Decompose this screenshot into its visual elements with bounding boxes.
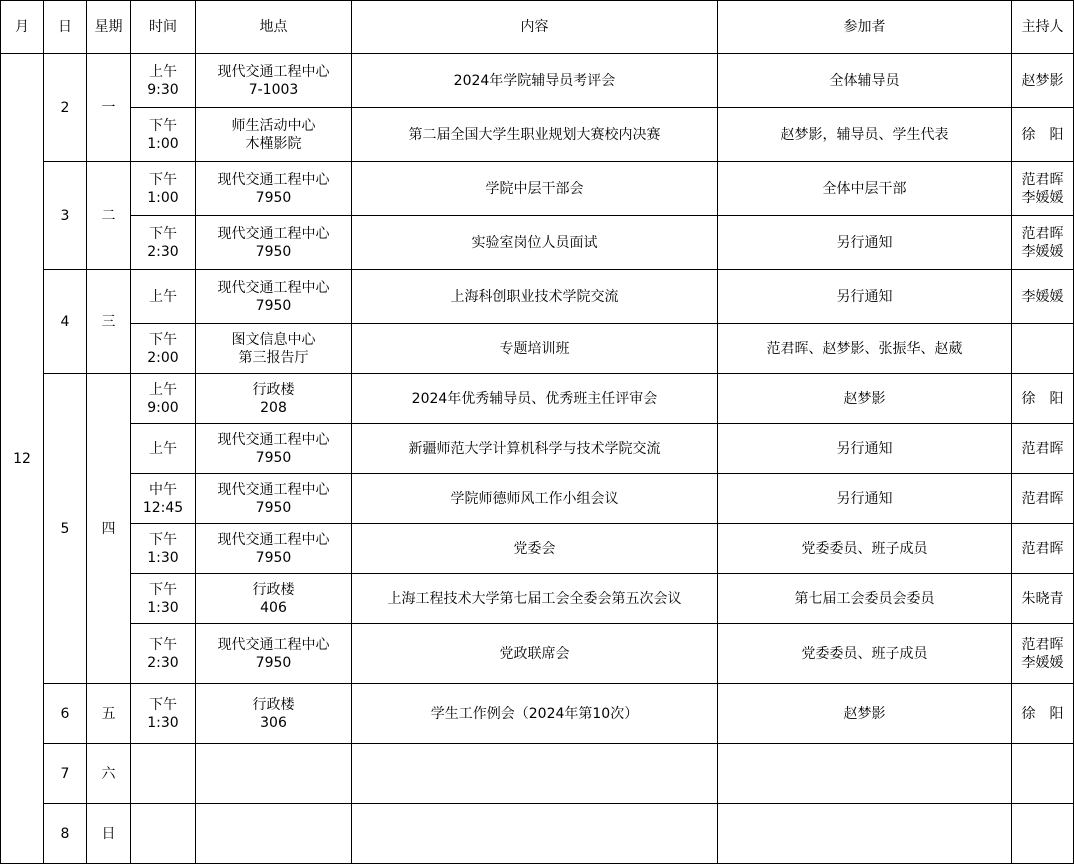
table-row	[1, 216, 1074, 270]
participants-cell: 赵梦影	[718, 684, 1012, 744]
host-cell-line: 赵梦影	[1021, 72, 1064, 89]
host-cell	[1012, 108, 1074, 162]
place-cell-line: 现代交通工程中心	[217, 481, 330, 498]
host-cell	[1012, 324, 1074, 374]
weekday-cell: 三	[87, 270, 131, 374]
host-cell-line: 李媛媛	[1021, 288, 1064, 305]
weekday-cell: 六	[87, 744, 131, 804]
time-cell	[131, 216, 196, 270]
header-day: 日	[44, 1, 87, 54]
time-cell	[131, 374, 196, 424]
time-cell-line: 9:30	[147, 81, 179, 98]
content-cell: 上海科创职业技术学院交流	[352, 270, 718, 324]
day-cell: 2	[44, 54, 87, 162]
content-cell: 第二届全国大学生职业规划大赛校内决赛	[352, 108, 718, 162]
header-time: 时间	[131, 1, 196, 54]
time-cell	[131, 54, 196, 108]
host-cell-line: 徐 阳	[1021, 390, 1064, 407]
content-cell: 2024年优秀辅导员、优秀班主任评审会	[352, 374, 718, 424]
place-cell-line: 行政楼	[252, 581, 295, 598]
table-row	[1, 108, 1074, 162]
day-cell: 4	[44, 270, 87, 374]
table-row	[1, 474, 1074, 524]
time-cell-line: 1:30	[147, 714, 179, 731]
schedule-body	[1, 54, 1074, 864]
place-cell	[196, 624, 352, 684]
time-cell	[131, 744, 196, 804]
participants-cell	[718, 804, 1012, 864]
time-cell	[131, 162, 196, 216]
time-cell-line: 下午	[149, 117, 177, 134]
place-cell	[196, 524, 352, 574]
participants-cell: 另行通知	[718, 216, 1012, 270]
host-cell	[1012, 216, 1074, 270]
host-cell	[1012, 524, 1074, 574]
day-cell: 8	[44, 804, 87, 864]
place-cell-line: 208	[260, 399, 287, 416]
time-cell-line: 中午	[149, 481, 177, 498]
time-cell-line: 下午	[149, 331, 177, 348]
content-cell: 学院中层干部会	[352, 162, 718, 216]
place-cell-line: 现代交通工程中心	[217, 279, 330, 296]
time-cell	[131, 804, 196, 864]
content-cell: 党委会	[352, 524, 718, 574]
host-cell	[1012, 162, 1074, 216]
content-cell: 学院师德师风工作小组会议	[352, 474, 718, 524]
host-cell-line: 徐 阳	[1021, 705, 1064, 722]
time-cell-line: 2:30	[147, 243, 179, 260]
time-cell-line: 下午	[149, 636, 177, 653]
content-cell: 上海工程技术大学第七届工会全委会第五次会议	[352, 574, 718, 624]
place-cell-line: 师生活动中心	[231, 117, 316, 134]
place-cell	[196, 474, 352, 524]
host-cell-line: 徐 阳	[1021, 126, 1064, 143]
content-cell: 党政联席会	[352, 624, 718, 684]
place-cell-line: 现代交通工程中心	[217, 63, 330, 80]
time-cell	[131, 624, 196, 684]
place-cell	[196, 216, 352, 270]
weekday-cell: 一	[87, 54, 131, 162]
time-cell-line: 下午	[149, 531, 177, 548]
content-cell: 新疆师范大学计算机科学与技术学院交流	[352, 424, 718, 474]
participants-cell: 党委委员、班子成员	[718, 624, 1012, 684]
content-cell	[352, 804, 718, 864]
place-cell	[196, 374, 352, 424]
time-cell	[131, 324, 196, 374]
host-cell-line: 范君晖	[1021, 540, 1064, 557]
place-cell-line: 现代交通工程中心	[217, 531, 330, 548]
place-cell-line: 7950	[255, 499, 292, 516]
place-cell	[196, 162, 352, 216]
time-cell-line: 上午	[149, 63, 177, 80]
place-cell-line: 图文信息中心	[231, 331, 316, 348]
weekday-cell: 四	[87, 374, 131, 684]
header-month: 月	[1, 1, 44, 54]
content-cell: 实验室岗位人员面试	[352, 216, 718, 270]
place-cell-line: 现代交通工程中心	[217, 636, 330, 653]
time-cell	[131, 684, 196, 744]
place-cell	[196, 424, 352, 474]
time-cell	[131, 108, 196, 162]
time-cell-line: 下午	[149, 581, 177, 598]
time-cell-line: 上午	[149, 288, 177, 305]
table-row	[1, 574, 1074, 624]
participants-cell: 第七届工会委员会委员	[718, 574, 1012, 624]
table-row	[1, 804, 1074, 864]
table-row	[1, 324, 1074, 374]
place-cell	[196, 804, 352, 864]
table-row	[1, 624, 1074, 684]
table-row	[1, 374, 1074, 424]
host-cell	[1012, 424, 1074, 474]
participants-cell: 全体中层干部	[718, 162, 1012, 216]
place-cell-line: 306	[260, 714, 287, 731]
place-cell	[196, 744, 352, 804]
time-cell-line: 下午	[149, 171, 177, 188]
host-cell-line: 范君晖	[1021, 171, 1064, 188]
weekday-cell: 二	[87, 162, 131, 270]
time-cell-line: 9:00	[147, 399, 179, 416]
content-cell: 2024年学院辅导员考评会	[352, 54, 718, 108]
time-cell	[131, 574, 196, 624]
host-cell-line: 朱晓青	[1021, 590, 1064, 607]
participants-cell	[718, 744, 1012, 804]
place-cell-line: 7-1003	[248, 81, 299, 98]
day-cell: 5	[44, 374, 87, 684]
header-weekday: 星期	[87, 1, 131, 54]
place-cell-line: 7950	[255, 654, 292, 671]
place-cell-line: 7950	[255, 549, 292, 566]
content-cell: 学生工作例会（2024年第10次）	[352, 684, 718, 744]
place-cell-line: 行政楼	[252, 381, 295, 398]
place-cell-line: 7950	[255, 243, 292, 260]
table-row	[1, 684, 1074, 744]
time-cell-line: 12:45	[142, 499, 184, 516]
participants-cell: 赵梦影，辅导员、学生代表	[718, 108, 1012, 162]
weekday-cell: 日	[87, 804, 131, 864]
place-cell-line: 7950	[255, 297, 292, 314]
header-host: 主持人	[1012, 1, 1074, 54]
place-cell-line: 现代交通工程中心	[217, 431, 330, 448]
weekday-cell: 五	[87, 684, 131, 744]
place-cell-line: 木槿影院	[245, 135, 302, 152]
time-cell	[131, 474, 196, 524]
table-row	[1, 524, 1074, 574]
participants-cell: 赵梦影	[718, 374, 1012, 424]
table-row	[1, 54, 1074, 108]
day-cell: 6	[44, 684, 87, 744]
time-cell-line: 2:00	[147, 349, 179, 366]
month-cell: 12	[1, 54, 44, 864]
host-cell	[1012, 684, 1074, 744]
host-cell-line: 李媛媛	[1021, 243, 1064, 260]
header-participants: 参加者	[718, 1, 1012, 54]
day-cell: 7	[44, 744, 87, 804]
place-cell	[196, 54, 352, 108]
time-cell-line: 下午	[149, 696, 177, 713]
time-cell	[131, 524, 196, 574]
time-cell-line: 1:00	[147, 189, 179, 206]
time-cell-line: 1:00	[147, 135, 179, 152]
place-cell-line: 行政楼	[252, 696, 295, 713]
participants-cell: 另行通知	[718, 474, 1012, 524]
place-cell-line: 7950	[255, 189, 292, 206]
time-cell-line: 上午	[149, 440, 177, 457]
host-cell	[1012, 374, 1074, 424]
header-place: 地点	[196, 1, 352, 54]
place-cell-line: 现代交通工程中心	[217, 171, 330, 188]
table-row	[1, 744, 1074, 804]
time-cell-line: 上午	[149, 381, 177, 398]
participants-cell: 党委委员、班子成员	[718, 524, 1012, 574]
time-cell-line: 1:30	[147, 599, 179, 616]
table-row	[1, 424, 1074, 474]
time-cell-line: 2:30	[147, 654, 179, 671]
place-cell-line: 406	[260, 599, 287, 616]
participants-cell: 另行通知	[718, 424, 1012, 474]
host-cell	[1012, 624, 1074, 684]
host-cell-line: 范君晖	[1021, 636, 1064, 653]
place-cell	[196, 324, 352, 374]
time-cell	[131, 424, 196, 474]
place-cell	[196, 684, 352, 744]
place-cell	[196, 108, 352, 162]
host-cell-line: 范君晖	[1021, 440, 1064, 457]
header-content: 内容	[352, 1, 718, 54]
header-row	[1, 1, 1074, 54]
host-cell-line: 范君晖	[1021, 225, 1064, 242]
host-cell-line: 李媛媛	[1021, 189, 1064, 206]
time-cell	[131, 270, 196, 324]
participants-cell: 全体辅导员	[718, 54, 1012, 108]
table-row	[1, 270, 1074, 324]
host-cell	[1012, 474, 1074, 524]
time-cell-line: 下午	[149, 225, 177, 242]
host-cell	[1012, 574, 1074, 624]
content-cell	[352, 744, 718, 804]
table-row	[1, 162, 1074, 216]
host-cell	[1012, 804, 1074, 864]
content-cell: 专题培训班	[352, 324, 718, 374]
host-cell	[1012, 744, 1074, 804]
host-cell	[1012, 54, 1074, 108]
place-cell	[196, 574, 352, 624]
host-cell	[1012, 270, 1074, 324]
participants-cell: 范君晖、赵梦影、张振华、赵葳	[718, 324, 1012, 374]
time-cell-line: 1:30	[147, 549, 179, 566]
host-cell-line: 范君晖	[1021, 490, 1064, 507]
place-cell	[196, 270, 352, 324]
host-cell-line: 李媛媛	[1021, 654, 1064, 671]
place-cell-line: 现代交通工程中心	[217, 225, 330, 242]
participants-cell: 另行通知	[718, 270, 1012, 324]
place-cell-line: 7950	[255, 449, 292, 466]
day-cell: 3	[44, 162, 87, 270]
place-cell-line: 第三报告厅	[238, 349, 309, 366]
